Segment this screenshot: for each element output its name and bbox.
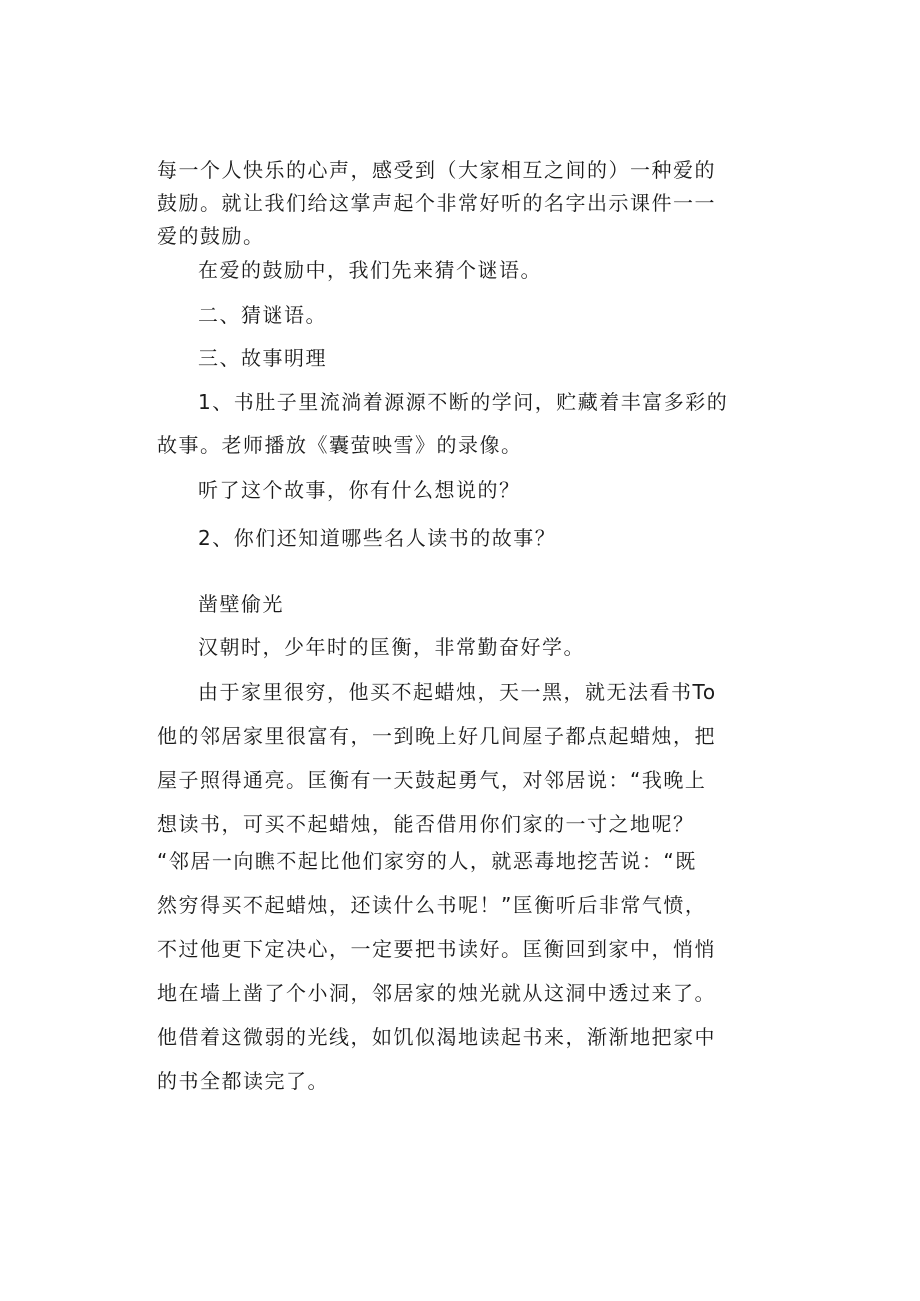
paragraph-question	[198, 475, 773, 505]
paragraph-item-1	[157, 387, 732, 460]
text-line: 地在墙上凿了个小洞，邻居家的烛光就从这洞中透过来了。	[157, 981, 716, 1005]
heading-guess-riddle	[198, 300, 773, 330]
text-line: 由于家里很穷，他买不起蜡烛，天一黑，就无法看书To	[198, 680, 717, 704]
heading-story-lesson	[198, 343, 773, 373]
paragraph-riddle-intro	[198, 255, 773, 285]
text-line: 1、书肚子里流淌着源源不断的学问，贮藏着丰富多彩的	[198, 390, 729, 414]
paragraph-story-opening	[198, 632, 773, 662]
text-line: 听了这个故事，你有什么想说的？	[198, 478, 521, 502]
paragraph-story-body	[157, 677, 732, 1096]
text-line: 故事。老师播放《囊萤映雪》的录像。	[157, 433, 523, 457]
text-line: 2、你们还知道哪些名人读书的故事？	[198, 526, 557, 550]
text-line: 二、猜谜语。	[198, 303, 327, 327]
text-line: 他的邻居家里很富有，一到晚上好几间屋子都点起蜡烛，把	[157, 724, 716, 748]
text-line: 爱的鼓励。	[157, 224, 265, 248]
text-line: 他借着这微弱的光线，如饥似渴地读起书来，渐渐地把家中	[157, 1025, 716, 1049]
text-line: 不过他更下定决心，一定要把书读好。匡衡回到家中，悄悄	[157, 937, 716, 961]
text-line: 凿壁偷光	[198, 592, 284, 616]
text-line: 然穷得买不起蜡烛，还读什么书呢！”匡衡听后非常气愤，	[157, 893, 707, 917]
text-line: “邻居一向瞧不起比他们家穷的人，就恶毒地挖苦说：“既	[157, 849, 697, 873]
text-line: 三、故事明理	[198, 346, 327, 370]
text-line: 每一个人快乐的心声，感受到（大家相互之间的）一种爱的	[157, 158, 716, 182]
text-line: 屋子照得通亮。匡衡有一天鼓起勇气，对邻居说：“我晚上	[157, 768, 707, 792]
story-title	[198, 589, 773, 619]
text-line: 的书全都读完了。	[157, 1069, 329, 1093]
text-line: 在爱的鼓励中，我们先来猜个谜语。	[198, 258, 542, 282]
text-line: 汉朝时，少年时的匡衡，非常勤奋好学。	[198, 635, 585, 659]
text-line: 想读书，可买不起蜡烛，能否借用你们家的一寸之地呢？	[157, 812, 695, 836]
paragraph-item-2	[198, 523, 773, 553]
text-line: 鼓励。就让我们给这掌声起个非常好听的名字出示课件一一	[157, 191, 716, 215]
paragraph-applause-intro	[157, 155, 732, 251]
